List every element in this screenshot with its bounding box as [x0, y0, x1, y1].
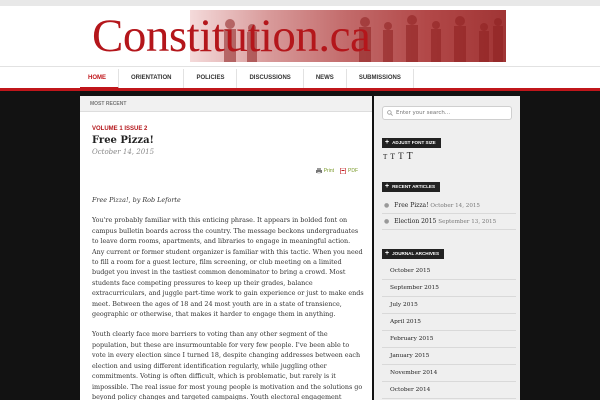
sidebar — [374, 96, 520, 400]
recent-article-link[interactable]: Free Pizza! — [394, 202, 429, 209]
nav-orientation[interactable]: ORIENTATION — [119, 69, 184, 89]
pdf-icon — [340, 168, 346, 174]
font-size-options — [383, 151, 413, 162]
plus-icon: + — [385, 250, 390, 257]
journal-archives-title-label: JOURNAL ARCHIVES — [392, 251, 440, 256]
article-byline: Free Pizza!, by Rob Leforte — [92, 196, 181, 204]
archive-link[interactable]: October 2014 — [382, 382, 516, 399]
right-dark-margin — [520, 91, 600, 400]
nav-home[interactable]: HOME — [80, 69, 119, 89]
bullet-icon: ● — [384, 202, 390, 209]
nav-policies[interactable]: POLICIES — [184, 69, 237, 89]
article-paragraph: Youth clearly face more barriers to voting than any other segment of the population, but these are insurmountable for very few people. I've been able to vote in every election since I turned 18, despite changing addresses between each election and using different identification regularly, while juggling other commitments. Voting is often difficult, which is problematic, but rarely is it impossible. The real issue for most young people is motivation and the solutions go beyond policy changes and targeted campaigns. Youth electoral engagement — [92, 330, 363, 400]
pdf-label: PDF — [348, 168, 358, 174]
font-size-widget-title — [382, 138, 441, 148]
nav-discussions[interactable]: DISCUSSIONS — [237, 69, 303, 89]
archive-link[interactable]: September 2015 — [382, 280, 516, 297]
issue-label[interactable]: VOLUME 1 ISSUE 2 — [92, 126, 148, 132]
post-title[interactable]: Free Pizza! — [92, 135, 154, 146]
recent-articles-list — [382, 198, 516, 230]
list-item — [382, 198, 516, 214]
journal-archives-title — [382, 249, 444, 259]
journal-archives-list — [382, 263, 516, 399]
search-input[interactable] — [396, 110, 506, 116]
archive-link[interactable]: November 2014 — [382, 365, 516, 382]
font-size-title-label: ADJUST FONT SIZE — [392, 140, 436, 145]
print-icon — [316, 168, 322, 174]
archive-link[interactable]: July 2015 — [382, 297, 516, 314]
pdf-button[interactable] — [340, 168, 358, 174]
search-icon — [387, 110, 393, 116]
article-body — [92, 195, 364, 400]
main-navigation — [0, 66, 600, 88]
recent-articles-title — [382, 182, 440, 192]
nav-submissions[interactable]: SUBMISSIONS — [347, 69, 414, 89]
plus-icon: + — [385, 183, 390, 190]
list-item — [382, 214, 516, 230]
recent-article-date: October 14, 2015 — [430, 203, 480, 209]
archive-link[interactable]: February 2015 — [382, 331, 516, 348]
post-tools — [316, 168, 358, 174]
recent-articles-title-label: RECENT ARTICLES — [392, 184, 436, 189]
archive-link[interactable]: January 2015 — [382, 348, 516, 365]
search-box[interactable] — [382, 106, 512, 120]
main-content — [80, 96, 372, 400]
plus-icon: + — [385, 139, 390, 146]
recent-article-date: September 13, 2015 — [438, 219, 497, 225]
post-date: October 14, 2015 — [92, 148, 155, 156]
font-size-option-small[interactable]: T — [390, 152, 396, 161]
archive-link[interactable]: April 2015 — [382, 314, 516, 331]
top-strip — [0, 0, 600, 6]
recent-article-link[interactable]: Election 2015 — [394, 218, 437, 225]
font-size-option-large[interactable]: T — [398, 151, 404, 161]
site-logo-text[interactable]: Constitution.ca — [92, 10, 371, 62]
font-size-option-smallest[interactable]: T — [383, 153, 388, 161]
font-size-option-largest[interactable]: T — [406, 151, 413, 162]
bullet-icon: ● — [384, 218, 390, 225]
print-label: Print — [323, 168, 334, 174]
print-button[interactable] — [316, 168, 334, 174]
article-paragraph: You're probably familiar with this enticing phrase. It appears in bolded font on campus bulletin boards across the country. The message beckons undergraduates to leave dorm rooms, apartments, and libraries to engage in meaningful action. Any current or former student organizer is familiar with this tactic. When you need to fill a room for a guest lecture, film screening, or club meeting on a limited budget you invest in the tastiest common denominator to bring a crowd. Most students face competing pressures to keep up their grades, balance extracurriculars, and juggle part-time work to gain experience or just to make ends meet. Between the ages of 18 and 24 most youth are in a state of transience, geographic or otherwise, that makes it harder to engage them in anything. — [92, 216, 364, 319]
section-label: MOST RECENT — [80, 96, 372, 112]
nav-news[interactable]: NEWS — [304, 69, 347, 89]
archive-link[interactable]: October 2015 — [382, 263, 516, 280]
